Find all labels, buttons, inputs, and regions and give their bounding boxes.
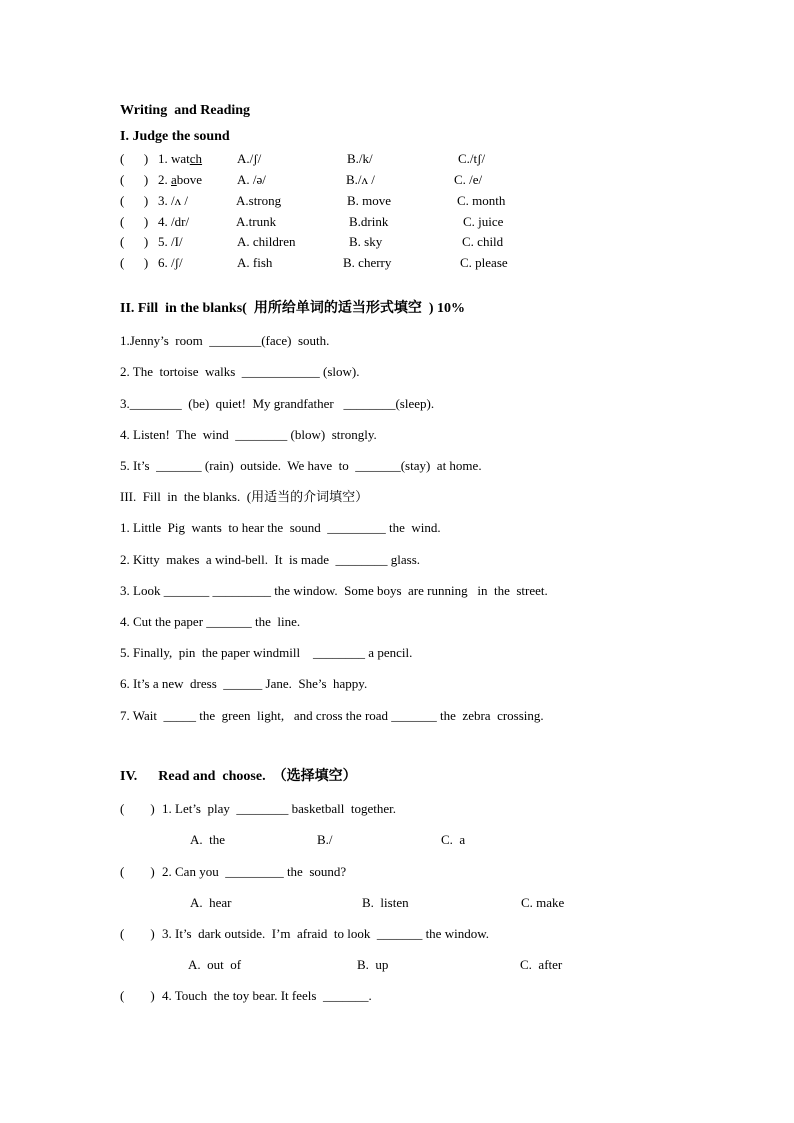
word-part: wat (171, 151, 190, 166)
option-b: B. cherry (343, 255, 392, 270)
fill-blank-line: 4. Listen! The wind ________ (blow) strongly. (120, 427, 377, 442)
fill-blank-line: 3.________ (be) quiet! My grandfather ________(sleep). (120, 396, 435, 411)
question-number: 1. (158, 151, 168, 166)
choice-options (120, 895, 565, 911)
option-c: C./tʃ/ (458, 151, 486, 166)
question-number: 4. (158, 214, 168, 229)
section-3-heading: III. Fill in the blanks. (用适当的介词填空） (120, 489, 369, 504)
question-word (158, 255, 183, 271)
preposition-line: 5. Finally, pin the paper windmill ________ a pencil. (120, 645, 413, 660)
option-c: C. make (521, 895, 565, 910)
choice-question (120, 926, 489, 942)
option-c: C. child (462, 234, 504, 249)
answer-paren[interactable]: ( ) (120, 193, 149, 208)
option-a: A. /ə/ (237, 172, 266, 187)
underlined-letters: a (171, 172, 177, 187)
underlined-letters: ch (189, 151, 203, 166)
fill-blank-line: 2. The tortoise walks ____________ (slow). (120, 364, 360, 379)
option-b: B. listen (362, 895, 409, 910)
preposition-line: 2. Kitty makes a wind-bell. It is made ________ glass. (120, 552, 421, 567)
option-b: B. sky (349, 234, 383, 249)
choice-options (120, 832, 466, 848)
option-c: C. after (520, 957, 563, 972)
option-b: B.drink (349, 214, 389, 229)
option-b: B. up (357, 957, 389, 972)
word-part: /ʌ / (171, 193, 188, 208)
preposition-line: 3. Look _______ _________ the window. Some boys are running in the street. (120, 583, 548, 598)
page-title: Writing and Reading (120, 103, 251, 118)
answer-paren[interactable]: ( ) (120, 214, 149, 229)
option-a: A. the (190, 832, 226, 847)
preposition-line: 1. Little Pig wants to hear the sound _________ the wind. (120, 520, 441, 535)
option-c: C. month (457, 193, 506, 208)
choice-question (120, 988, 372, 1004)
preposition-line: 7. Wait _____ the green light, and cross the road _______ the zebra crossing. (120, 708, 544, 723)
option-a: A. children (237, 234, 296, 249)
option-b: B./ (317, 832, 333, 847)
question-word (158, 172, 202, 188)
preposition-line: 4. Cut the paper _______ the line. (120, 614, 301, 629)
question-number: 2. (158, 172, 168, 187)
question-number: 5. (158, 234, 168, 249)
section-1-heading: I. Judge the sound (120, 129, 230, 144)
option-b: B./k/ (347, 151, 373, 166)
fill-blank-line: 5. It’s _______ (rain) outside. We have to _______(stay) at home. (120, 458, 482, 473)
question-word (158, 214, 189, 230)
answer-paren[interactable]: ( ) (120, 926, 155, 941)
answer-paren[interactable]: ( ) (120, 988, 155, 1003)
answer-paren[interactable]: ( ) (120, 172, 149, 187)
question-word (158, 151, 202, 167)
option-a: A. hear (190, 895, 232, 910)
word-part: /ʃ/ (171, 255, 183, 270)
option-c: C. a (441, 832, 466, 847)
choice-question (120, 864, 347, 880)
question-word (158, 234, 183, 250)
section-2-heading: II. Fill in the blanks( 用所给单词的适当形式填空 ) 10% (120, 301, 465, 316)
question-word (158, 193, 188, 209)
option-a: A.trunk (236, 214, 277, 229)
answer-paren[interactable]: ( ) (120, 255, 149, 270)
word-part: bove (176, 172, 203, 187)
answer-paren[interactable]: ( ) (120, 864, 155, 879)
fill-blank-line: 1.Jenny’s room ________(face) south. (120, 333, 330, 348)
option-c: C. juice (463, 214, 504, 229)
option-a: A. fish (237, 255, 273, 270)
option-c: C. /e/ (454, 172, 483, 187)
choice-question (120, 801, 396, 817)
option-a: A.strong (236, 193, 282, 208)
word-part: /dr/ (171, 214, 190, 229)
option-a: A./ʃ/ (237, 151, 262, 166)
question-stem: 1. Let’s play ________ basketball together. (162, 801, 396, 816)
choice-options (120, 957, 563, 973)
option-b: B. move (347, 193, 392, 208)
preposition-line: 6. It’s a new dress ______ Jane. She’s happy. (120, 676, 368, 691)
question-stem: 4. Touch the toy bear. It feels _______. (162, 988, 372, 1003)
question-number: 6. (158, 255, 168, 270)
word-part: /I/ (171, 234, 183, 249)
question-stem: 2. Can you _________ the sound? (162, 864, 347, 879)
answer-paren[interactable]: ( ) (120, 234, 149, 249)
section-4-heading: IV. Read and choose. （选择填空） (120, 769, 357, 784)
question-stem: 3. It’s dark outside. I’m afraid to look _______ the window. (162, 926, 489, 941)
option-b: B./ʌ / (346, 172, 375, 187)
answer-paren[interactable]: ( ) (120, 151, 149, 166)
question-number: 3. (158, 193, 168, 208)
option-c: C. please (460, 255, 508, 270)
answer-paren[interactable]: ( ) (120, 801, 155, 816)
option-a: A. out of (188, 957, 242, 972)
